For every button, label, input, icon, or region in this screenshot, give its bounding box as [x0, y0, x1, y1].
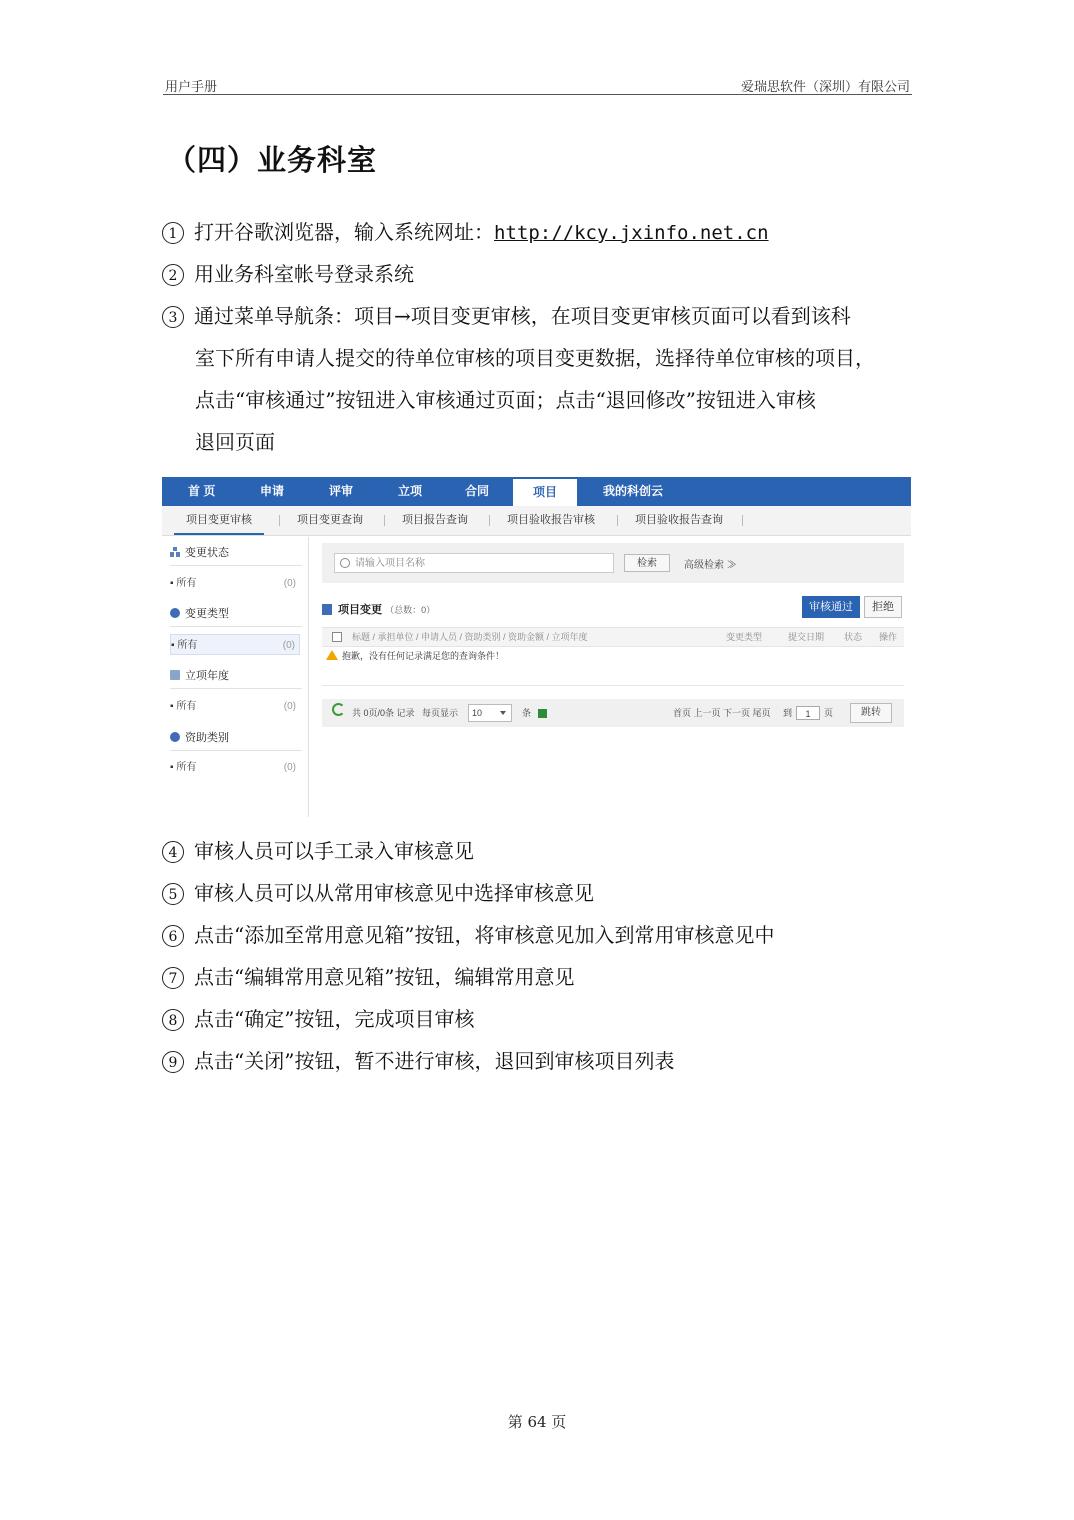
list-title-text: 项目变更	[338, 604, 382, 616]
step-number: 6	[162, 925, 184, 947]
step-3-line-4: 退回页面	[195, 430, 275, 454]
page-unit: 页	[824, 708, 834, 718]
filter-group-change-status	[170, 541, 302, 566]
warning-icon	[326, 650, 338, 660]
per-page-select[interactable]	[468, 704, 512, 722]
per-page-unit: 条	[522, 708, 532, 718]
step-1	[162, 220, 769, 245]
page-input[interactable]: 1	[796, 706, 820, 720]
nav-home[interactable]: 首 页	[188, 484, 216, 498]
reject-button[interactable]: 拒绝	[864, 596, 902, 618]
per-page-value: 10	[472, 708, 483, 718]
filter-group-title: 资助类别	[185, 732, 229, 744]
search-icon	[340, 558, 350, 568]
filter-option[interactable]: ▪ 所有 (0)	[170, 696, 300, 717]
nav-review[interactable]: 评审	[329, 484, 354, 498]
filter-group-year	[170, 664, 302, 689]
step-3	[162, 304, 851, 328]
goto-label: 到	[783, 708, 793, 718]
list-title	[322, 601, 435, 617]
step-text: 点击“添加至常用意见箱”按钮，将审核意见加入到常用审核意见中	[194, 923, 775, 947]
step-3-line-3: 点击“审核通过”按钮进入审核通过页面；点击“退回修改”按钮进入审核	[195, 388, 816, 412]
option-label: 所有	[176, 578, 197, 589]
divider	[279, 515, 280, 526]
step-number: 7	[162, 967, 184, 989]
option-label: 所有	[177, 640, 198, 651]
step-2	[162, 262, 414, 286]
approve-button[interactable]: 审核通过	[802, 596, 860, 618]
tab-acceptance-review[interactable]: 项目验收报告审核	[507, 514, 595, 526]
step-text: 通过菜单导航条：项目→项目变更审核，在项目变更审核页面可以看到该科	[194, 304, 851, 328]
step-6	[162, 923, 774, 947]
top-nav	[162, 477, 911, 506]
table-header	[322, 627, 904, 647]
jump-button[interactable]: 跳转	[850, 703, 892, 723]
search-bar	[322, 543, 904, 583]
nav-my-cloud[interactable]: 我的科创云	[603, 484, 664, 498]
filter-option[interactable]: ▪ 所有 (0)	[170, 573, 300, 594]
option-count: (0)	[283, 701, 296, 712]
filter-group-title: 立项年度	[185, 670, 229, 682]
step-4	[162, 839, 474, 863]
filter-group-funding-category	[170, 726, 302, 751]
column-header: 操作	[879, 632, 898, 642]
step-text: 审核人员可以从常用审核意见中选择审核意见	[194, 881, 594, 905]
search-button[interactable]: 检索	[624, 554, 670, 572]
empty-message	[326, 649, 504, 662]
step-9	[162, 1049, 674, 1073]
step-number: 9	[162, 1051, 184, 1073]
divider	[617, 515, 618, 526]
step-number: 4	[162, 841, 184, 863]
option-label: 所有	[176, 701, 197, 712]
search-placeholder: 请输入项目名称	[355, 558, 425, 569]
option-count: (0)	[283, 762, 296, 773]
filter-group-change-type	[170, 602, 302, 627]
step-7	[162, 965, 574, 989]
step-text: 点击“编辑常用意见箱”按钮，编辑常用意见	[194, 965, 575, 989]
step-number: 3	[162, 306, 184, 328]
nav-apply[interactable]: 申请	[260, 484, 285, 498]
step-text: 点击“关闭”按钮，暂不进行审核，退回到审核项目列表	[194, 1049, 675, 1073]
select-all-checkbox[interactable]	[332, 632, 342, 642]
divider	[489, 515, 490, 526]
option-count: (0)	[282, 640, 295, 651]
sub-nav	[162, 506, 911, 536]
tab-change-query[interactable]: 项目变更查询	[297, 514, 363, 526]
step-3-continuation	[195, 337, 913, 463]
section-heading: （四）业务科室	[167, 143, 378, 177]
divider	[742, 515, 743, 526]
tab-acceptance-query[interactable]: 项目验收报告查询	[635, 514, 723, 526]
filter-sidebar	[162, 537, 309, 817]
step-5	[162, 881, 594, 905]
step-text: 审核人员可以手工录入审核意见	[194, 839, 474, 863]
step-text: 点击“确定”按钮，完成项目审核	[194, 1007, 475, 1031]
embedded-screenshot	[162, 477, 911, 817]
step-text: 用业务科室帐号登录系统	[194, 262, 414, 286]
nav-project[interactable]: 项目	[513, 479, 577, 506]
step-text: 打开谷歌浏览器，输入系统网址：	[194, 220, 494, 244]
column-header: 变更类型	[726, 632, 763, 642]
header-left: 用户手册	[165, 80, 218, 95]
option-count: (0)	[283, 578, 296, 589]
filter-option[interactable]: ▪ 所有 (0)	[170, 634, 300, 655]
filter-option[interactable]: ▪ 所有 (0)	[170, 757, 300, 778]
list-icon	[322, 604, 332, 615]
chevron-down-icon	[500, 711, 506, 715]
list-total: （总数：0）	[385, 605, 436, 615]
search-input[interactable]	[334, 553, 614, 573]
nav-approve[interactable]: 立项	[398, 484, 423, 498]
advanced-search-link[interactable]: 高级检索 ≫	[684, 560, 737, 571]
column-header: 状态	[844, 632, 863, 642]
step-number: 8	[162, 1009, 184, 1031]
excel-export-icon[interactable]	[538, 709, 547, 718]
empty-message-text: 抱歉，没有任何记录满足您的查询条件！	[342, 651, 505, 661]
divider	[322, 685, 904, 686]
header-right: 爱瑞思软件（深圳）有限公司	[740, 80, 910, 95]
nav-contract[interactable]: 合同	[465, 484, 490, 498]
filter-group-title: 变更状态	[185, 547, 229, 559]
column-header: 提交日期	[788, 632, 825, 642]
divider	[384, 515, 385, 526]
system-url-link[interactable]: http://kcy.jxinfo.net.cn	[494, 222, 769, 244]
pagination-bar	[322, 699, 904, 727]
step-3-line-2: 室下所有申请人提交的待单位审核的项目变更数据，选择待单位审核的项目，	[195, 346, 875, 370]
page-header	[163, 76, 912, 95]
page-footer: 第 64 页	[507, 1413, 567, 1431]
filter-group-title: 变更类型	[185, 608, 229, 620]
option-label: 所有	[176, 762, 197, 773]
record-summary: 共 0页/0条 记录	[352, 708, 415, 718]
step-8	[162, 1007, 474, 1031]
step-number: 1	[162, 222, 184, 244]
tab-change-review[interactable]: 项目变更审核	[174, 506, 264, 535]
circle-icon	[170, 732, 180, 742]
blocks-icon	[170, 547, 180, 557]
circle-icon	[170, 608, 180, 618]
page-links[interactable]: 首页 上一页 下一页 尾页	[673, 708, 771, 718]
step-number: 2	[162, 264, 184, 286]
document-icon	[170, 670, 180, 680]
refresh-icon[interactable]	[332, 699, 345, 727]
tab-report-query[interactable]: 项目报告查询	[402, 514, 468, 526]
step-number: 5	[162, 883, 184, 905]
column-header: 标题 / 承担单位 / 申请人员 / 资助类别 / 资助金额 / 立项年度	[352, 632, 588, 642]
per-page-label: 每页显示	[422, 708, 459, 718]
